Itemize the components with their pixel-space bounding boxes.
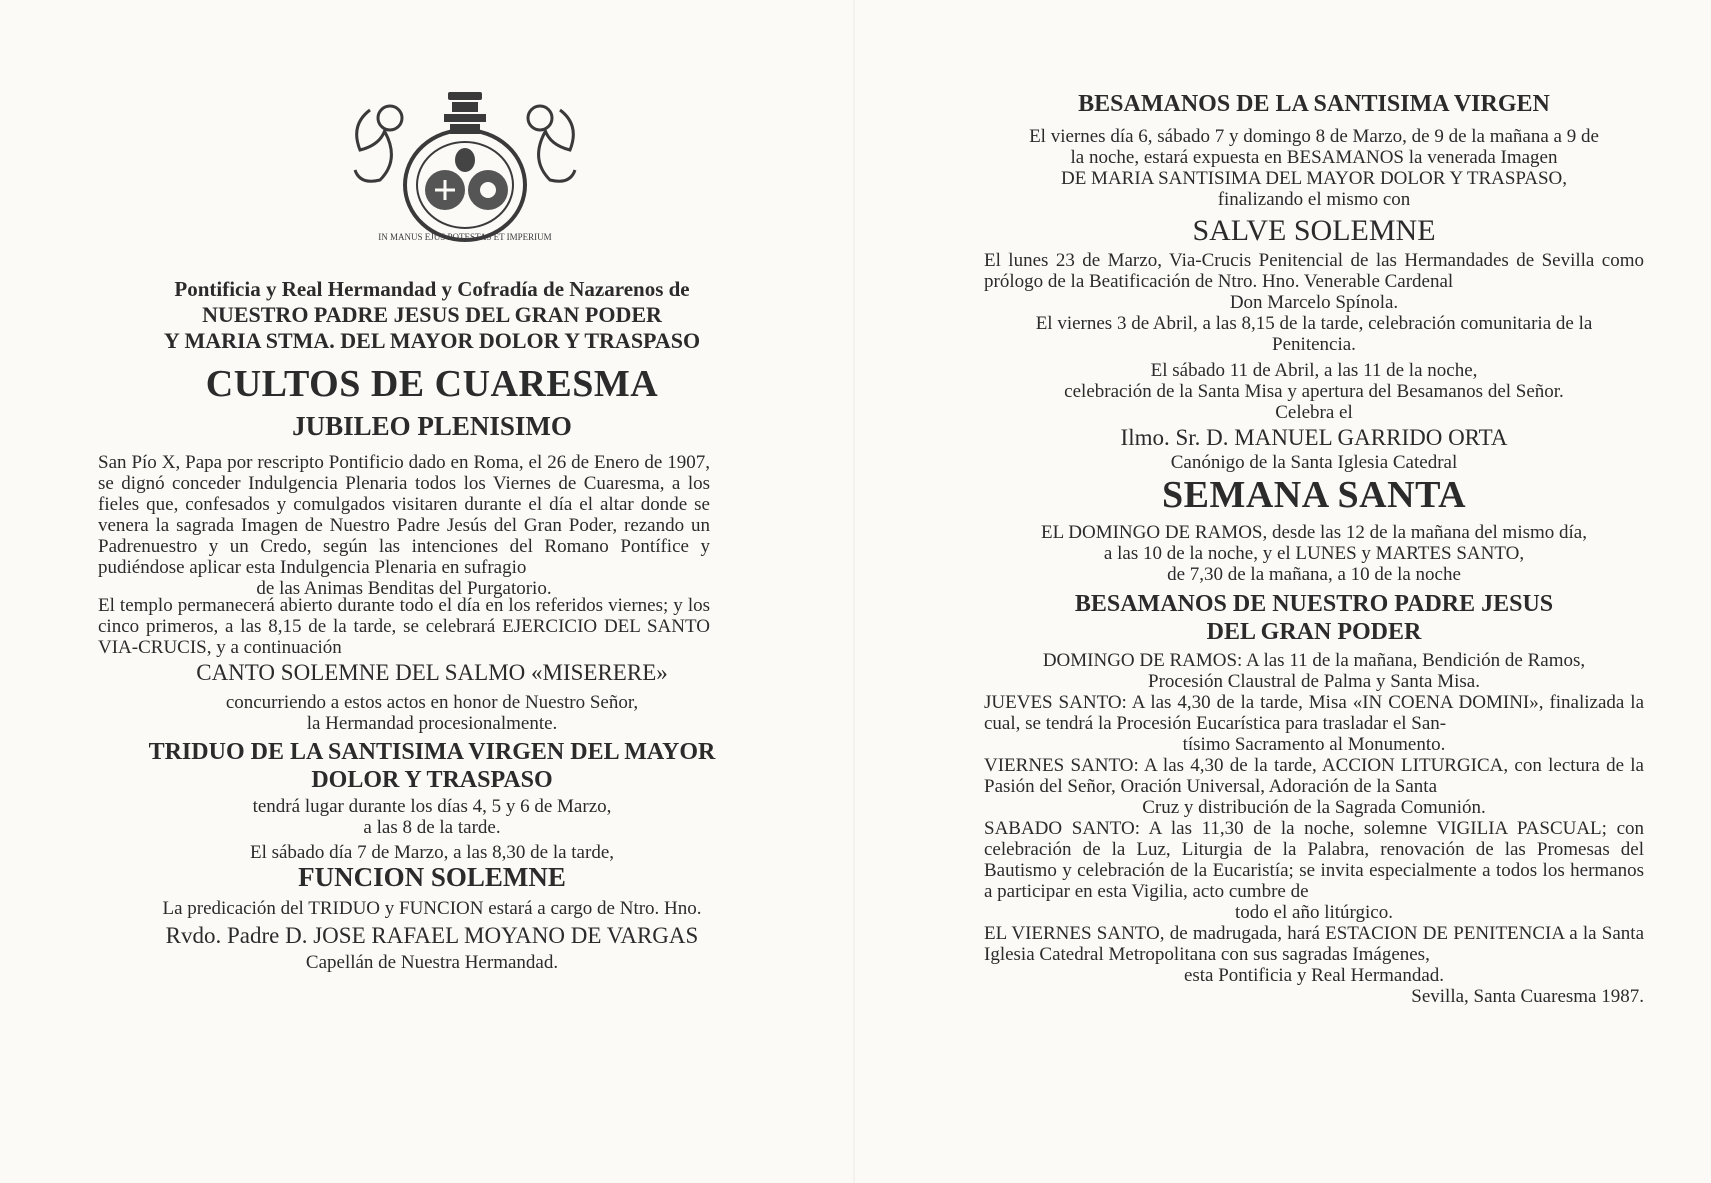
- brotherhood-crest-emblem: [340, 90, 590, 250]
- triduo-text-line2: a las 8 de la tarde.: [363, 817, 501, 838]
- bv-text-line3: DE MARIA SANTISIMA DEL MAYOR DOLOR Y TRASPASO,: [1060, 168, 1568, 189]
- estacion-penitencia-text: EL VIERNES SANTO, de madrugada, hará ESTACION DE PENITENCIA a la Santa Iglesia Catedral Metropolitana con sus sagradas Imágenes,: [984, 923, 1644, 965]
- canonigo-text: Canónigo de la Santa Iglesia Catedral: [1170, 452, 1458, 473]
- funcion-solemne-heading: FUNCION SOLEMNE: [298, 862, 566, 892]
- bv-text-line1: El viernes día 6, sábado 7 y domingo 8 de Marzo, de 9 de la mañana a 9 de: [1029, 126, 1599, 147]
- brotherhood-header-line3: Y MARIA STMA. DEL MAYOR DOLOR Y TRASPASO: [163, 328, 701, 353]
- viacrucis-text-last: Don Marcelo Spínola.: [1229, 292, 1399, 313]
- canto-text-line1: concurriendo a estos actos en honor de Nuestro Señor,: [225, 692, 639, 713]
- triduo-text-line1: tendrá lugar durante los días 4, 5 y 6 de Marzo,: [252, 796, 612, 817]
- subtitle-jubileo: JUBILEO PLENISIMO: [292, 411, 572, 441]
- predicacion-text: La predicación del TRIDUO y FUNCION estará a cargo de Ntro. Hno.: [162, 898, 702, 919]
- besamanos-jesus-heading-line1: BESAMANOS DE NUESTRO PADRE JESUS: [1074, 591, 1554, 617]
- estacion-penitencia-last: esta Pontificia y Real Hermandad.: [1183, 965, 1445, 986]
- sabado-santo-text: SABADO SANTO: A las 11,30 de la noche, solemne VIGILIA PASCUAL; con celebración de la Luz, Liturgia de la Palabra, renovación de las Promesas del Bautismo y celebración de la Eucaristía; se invita especialmente a todos los hermanos a participar en esta Vigilia, acto cumbre de: [984, 818, 1644, 902]
- sabado-text-line2: celebración de la Santa Misa y apertura del Besamanos del Señor.: [1064, 381, 1564, 402]
- celebra-text: Celebra el: [1275, 402, 1353, 423]
- penitencia-text-last: Penitencia.: [1272, 334, 1356, 355]
- svg-text:IN MANUS EJUS POTESTAS ET IMPE: IN MANUS EJUS POTESTAS ET IMPERIUM: [378, 232, 552, 242]
- canto-text-line2: la Hermandad procesionalmente.: [306, 713, 558, 734]
- bv-text-line4: finalizando el mismo con: [1217, 189, 1411, 210]
- page-fold: [853, 0, 855, 1183]
- celebrante-name: Ilmo. Sr. D. MANUEL GARRIDO ORTA: [1120, 425, 1508, 450]
- sabado-text-line1: El sábado 11 de Abril, a las 11 de la noche,: [1150, 360, 1478, 381]
- signature-date: Sevilla, Santa Cuaresma 1987.: [1411, 986, 1644, 1007]
- viacrucis-text: El lunes 23 de Marzo, Via-Crucis Penitencial de las Hermandades de Sevilla como prólogo de la Beatificación de Ntro. Hno. Venerable Cardenal: [984, 250, 1644, 292]
- bv-text-line2: la noche, estará expuesta en BESAMANOS la venerada Imagen: [1070, 147, 1558, 168]
- domingo-ramos-line2: Procesión Claustral de Palma y Santa Misa.: [1148, 671, 1480, 692]
- page-title: CULTOS DE CUARESMA: [205, 363, 659, 405]
- predicador-name: Rvdo. Padre D. JOSE RAFAEL MOYANO DE VARGAS: [165, 923, 699, 948]
- besamanos-jesus-heading-line2: DEL GRAN PODER: [1206, 619, 1422, 645]
- triduo-heading-line1: TRIDUO DE LA SANTISIMA VIRGEN DEL MAYOR: [148, 739, 716, 765]
- paragraph-templo: El templo permanecerá abierto durante todo el día en los referidos viernes; y los cinco primeros, a las 8,15 de la tarde, se celebrará EJERCICIO DEL SANTO VIA-CRUCIS, y a continuación: [98, 595, 710, 658]
- besamanos-virgen-heading: BESAMANOS DE LA SANTISIMA VIRGEN: [1078, 91, 1550, 117]
- jueves-santo-text: JUEVES SANTO: A las 4,30 de la tarde, Misa «IN COENA DOMINI», finalizada la cual, se tendrá la Procesión Eucarística para trasladar el San-: [984, 692, 1644, 734]
- domingo-ramos-line1: DOMINGO DE RAMOS: A las 11 de la mañana, Bendición de Ramos,: [1042, 650, 1586, 671]
- ss-text-line2: a las 10 de la noche, y el LUNES y MARTES SANTO,: [1103, 543, 1525, 564]
- triduo-heading-line2: DOLOR Y TRASPASO: [311, 767, 553, 793]
- semana-santa-heading: SEMANA SANTA: [1161, 474, 1467, 516]
- viernes-santo-last: Cruz y distribución de la Sagrada Comunión.: [1142, 797, 1486, 818]
- capellan-text: Capellán de Nuestra Hermandad.: [305, 952, 559, 973]
- sabado-santo-last: todo el año litúrgico.: [1235, 902, 1393, 923]
- salve-solemne-heading: SALVE SOLEMNE: [1192, 214, 1436, 247]
- paragraph-indulgencia-last: de las Animas Benditas del Purgatorio.: [256, 578, 552, 599]
- canto-miserere-heading: CANTO SOLEMNE DEL SALMO «MISERERE»: [196, 660, 668, 685]
- triduo-text-line3: El sábado día 7 de Marzo, a las 8,30 de la tarde,: [249, 842, 615, 863]
- penitencia-text: El viernes 3 de Abril, a las 8,15 de la tarde, celebración comunitaria de la: [1035, 313, 1593, 334]
- brotherhood-header-line1: Pontificia y Real Hermandad y Cofradía de Nazarenos de: [174, 277, 690, 301]
- viernes-santo-text: VIERNES SANTO: A las 4,30 de la tarde, ACCION LITURGICA, con lectura de la Pasión del Señor, Oración Universal, Adoración de la Santa: [984, 755, 1644, 797]
- brotherhood-header-line2: NUESTRO PADRE JESUS DEL GRAN PODER: [202, 302, 662, 327]
- ss-text-line3: de 7,30 de la mañana, a 10 de la noche: [1167, 564, 1461, 585]
- ss-text-line1: EL DOMINGO DE RAMOS, desde las 12 de la mañana del mismo día,: [1041, 522, 1587, 543]
- jueves-santo-last: tísimo Sacramento al Monumento.: [1182, 734, 1446, 755]
- paragraph-indulgencia: San Pío X, Papa por rescripto Pontificio dado en Roma, el 26 de Enero de 1907, se dignó conceder Indulgencia Plenaria todos los Viernes de Cuaresma, a los fieles que, confesados y comulgados visitaren durante el día el altar donde se venera la sagrada Imagen de Nuestro Padre Jesús del Gran Poder, rezando un Padrenuestro y un Credo, según las intenciones del Romano Pontífice y pudiéndose aplicar esta Indulgencia Plenaria en sufragio: [98, 452, 710, 578]
